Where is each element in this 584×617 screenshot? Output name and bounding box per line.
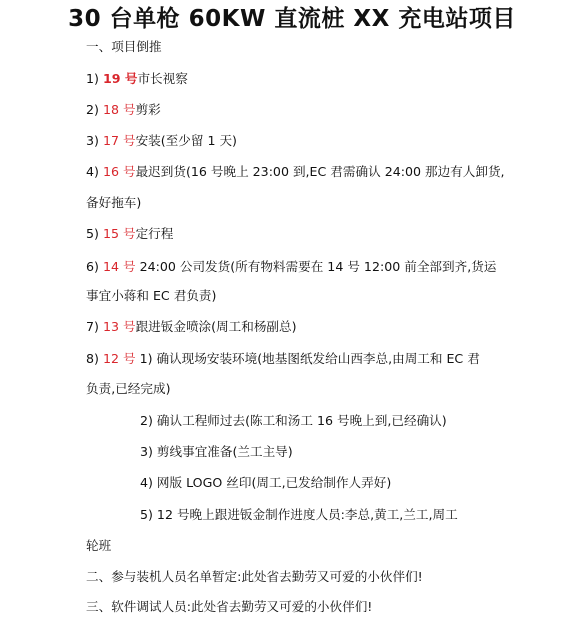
list-item-5 <box>86 225 173 243</box>
sub-item-2: 2) 确认工程师过去(陈工和汤工 16 号晚上到,已经确认) <box>140 413 447 428</box>
item-number: 8) <box>86 351 103 366</box>
section-heading-project-backward-plan: 一、项目倒推 <box>86 39 162 54</box>
item-number: 4) <box>86 164 103 179</box>
sub-item-5: 5) 12 号晚上跟进钣金制作进度人员:李总,黄工,兰工,周工 <box>140 507 458 522</box>
item-date: 12 号 <box>102 351 136 366</box>
item-date: 18 号 <box>102 102 136 117</box>
item-text: 24:00 公司发货(所有物料需要在 14 号 12:00 前全部到齐,货运 <box>135 259 497 274</box>
item-text: 最迟到货(16 号晚上 23:00 到,EC 君需确认 24:00 那边有人卸货, <box>135 164 505 179</box>
item-number: 3) <box>86 133 103 148</box>
item-text: 安装(至少留 1 天) <box>135 133 237 148</box>
item-date: 19 号 <box>102 71 138 86</box>
item-number: 5) <box>86 226 103 241</box>
list-item-8-continuation: 负责,已经完成) <box>86 381 171 396</box>
item-number: 2) <box>86 102 103 117</box>
item-text: 市长视察 <box>137 71 188 86</box>
item-text: 剪彩 <box>135 102 161 117</box>
list-item-4-continuation: 备好拖车) <box>86 195 142 210</box>
item-text: 定行程 <box>135 226 174 241</box>
list-item-1 <box>86 70 188 88</box>
list-item-4 <box>86 163 505 181</box>
item-text: 1) 确认现场安装环境(地基图纸发给山西李总,由周工和 EC 君 <box>135 351 480 366</box>
item-date: 15 号 <box>102 226 136 241</box>
list-item-8 <box>86 350 480 368</box>
list-item-6-continuation: 事宜小蒋和 EC 君负责) <box>86 288 217 303</box>
sub-item-4: 4) 网版 LOGO 丝印(周工,已发给制作人弄好) <box>140 475 392 490</box>
sub-item-3: 3) 剪线事宜准备(兰工主导) <box>140 444 293 459</box>
item-text: 跟进钣金喷涂(周工和杨副总) <box>135 319 297 334</box>
item-number: 7) <box>86 319 103 334</box>
section-installation-staff: 二、参与装机人员名单暂定:此处省去勤劳又可爱的小伙伴们! <box>86 569 423 584</box>
section-software-debug-staff: 三、软件调试人员:此处省去勤劳又可爱的小伙伴们! <box>86 599 373 614</box>
item-number: 1) <box>86 71 103 86</box>
list-item-2 <box>86 101 161 119</box>
list-item-3 <box>86 132 237 150</box>
list-item-6 <box>86 258 496 276</box>
item-date: 16 号 <box>102 164 136 179</box>
item-date: 13 号 <box>102 319 136 334</box>
item-date: 14 号 <box>102 259 136 274</box>
list-item-7 <box>86 318 297 336</box>
document-title: 30 台单枪 60KW 直流桩 XX 充电站项目 <box>68 6 516 32</box>
sub-item-5-continuation: 轮班 <box>86 538 112 553</box>
item-date: 17 号 <box>102 133 136 148</box>
item-number: 6) <box>86 259 103 274</box>
